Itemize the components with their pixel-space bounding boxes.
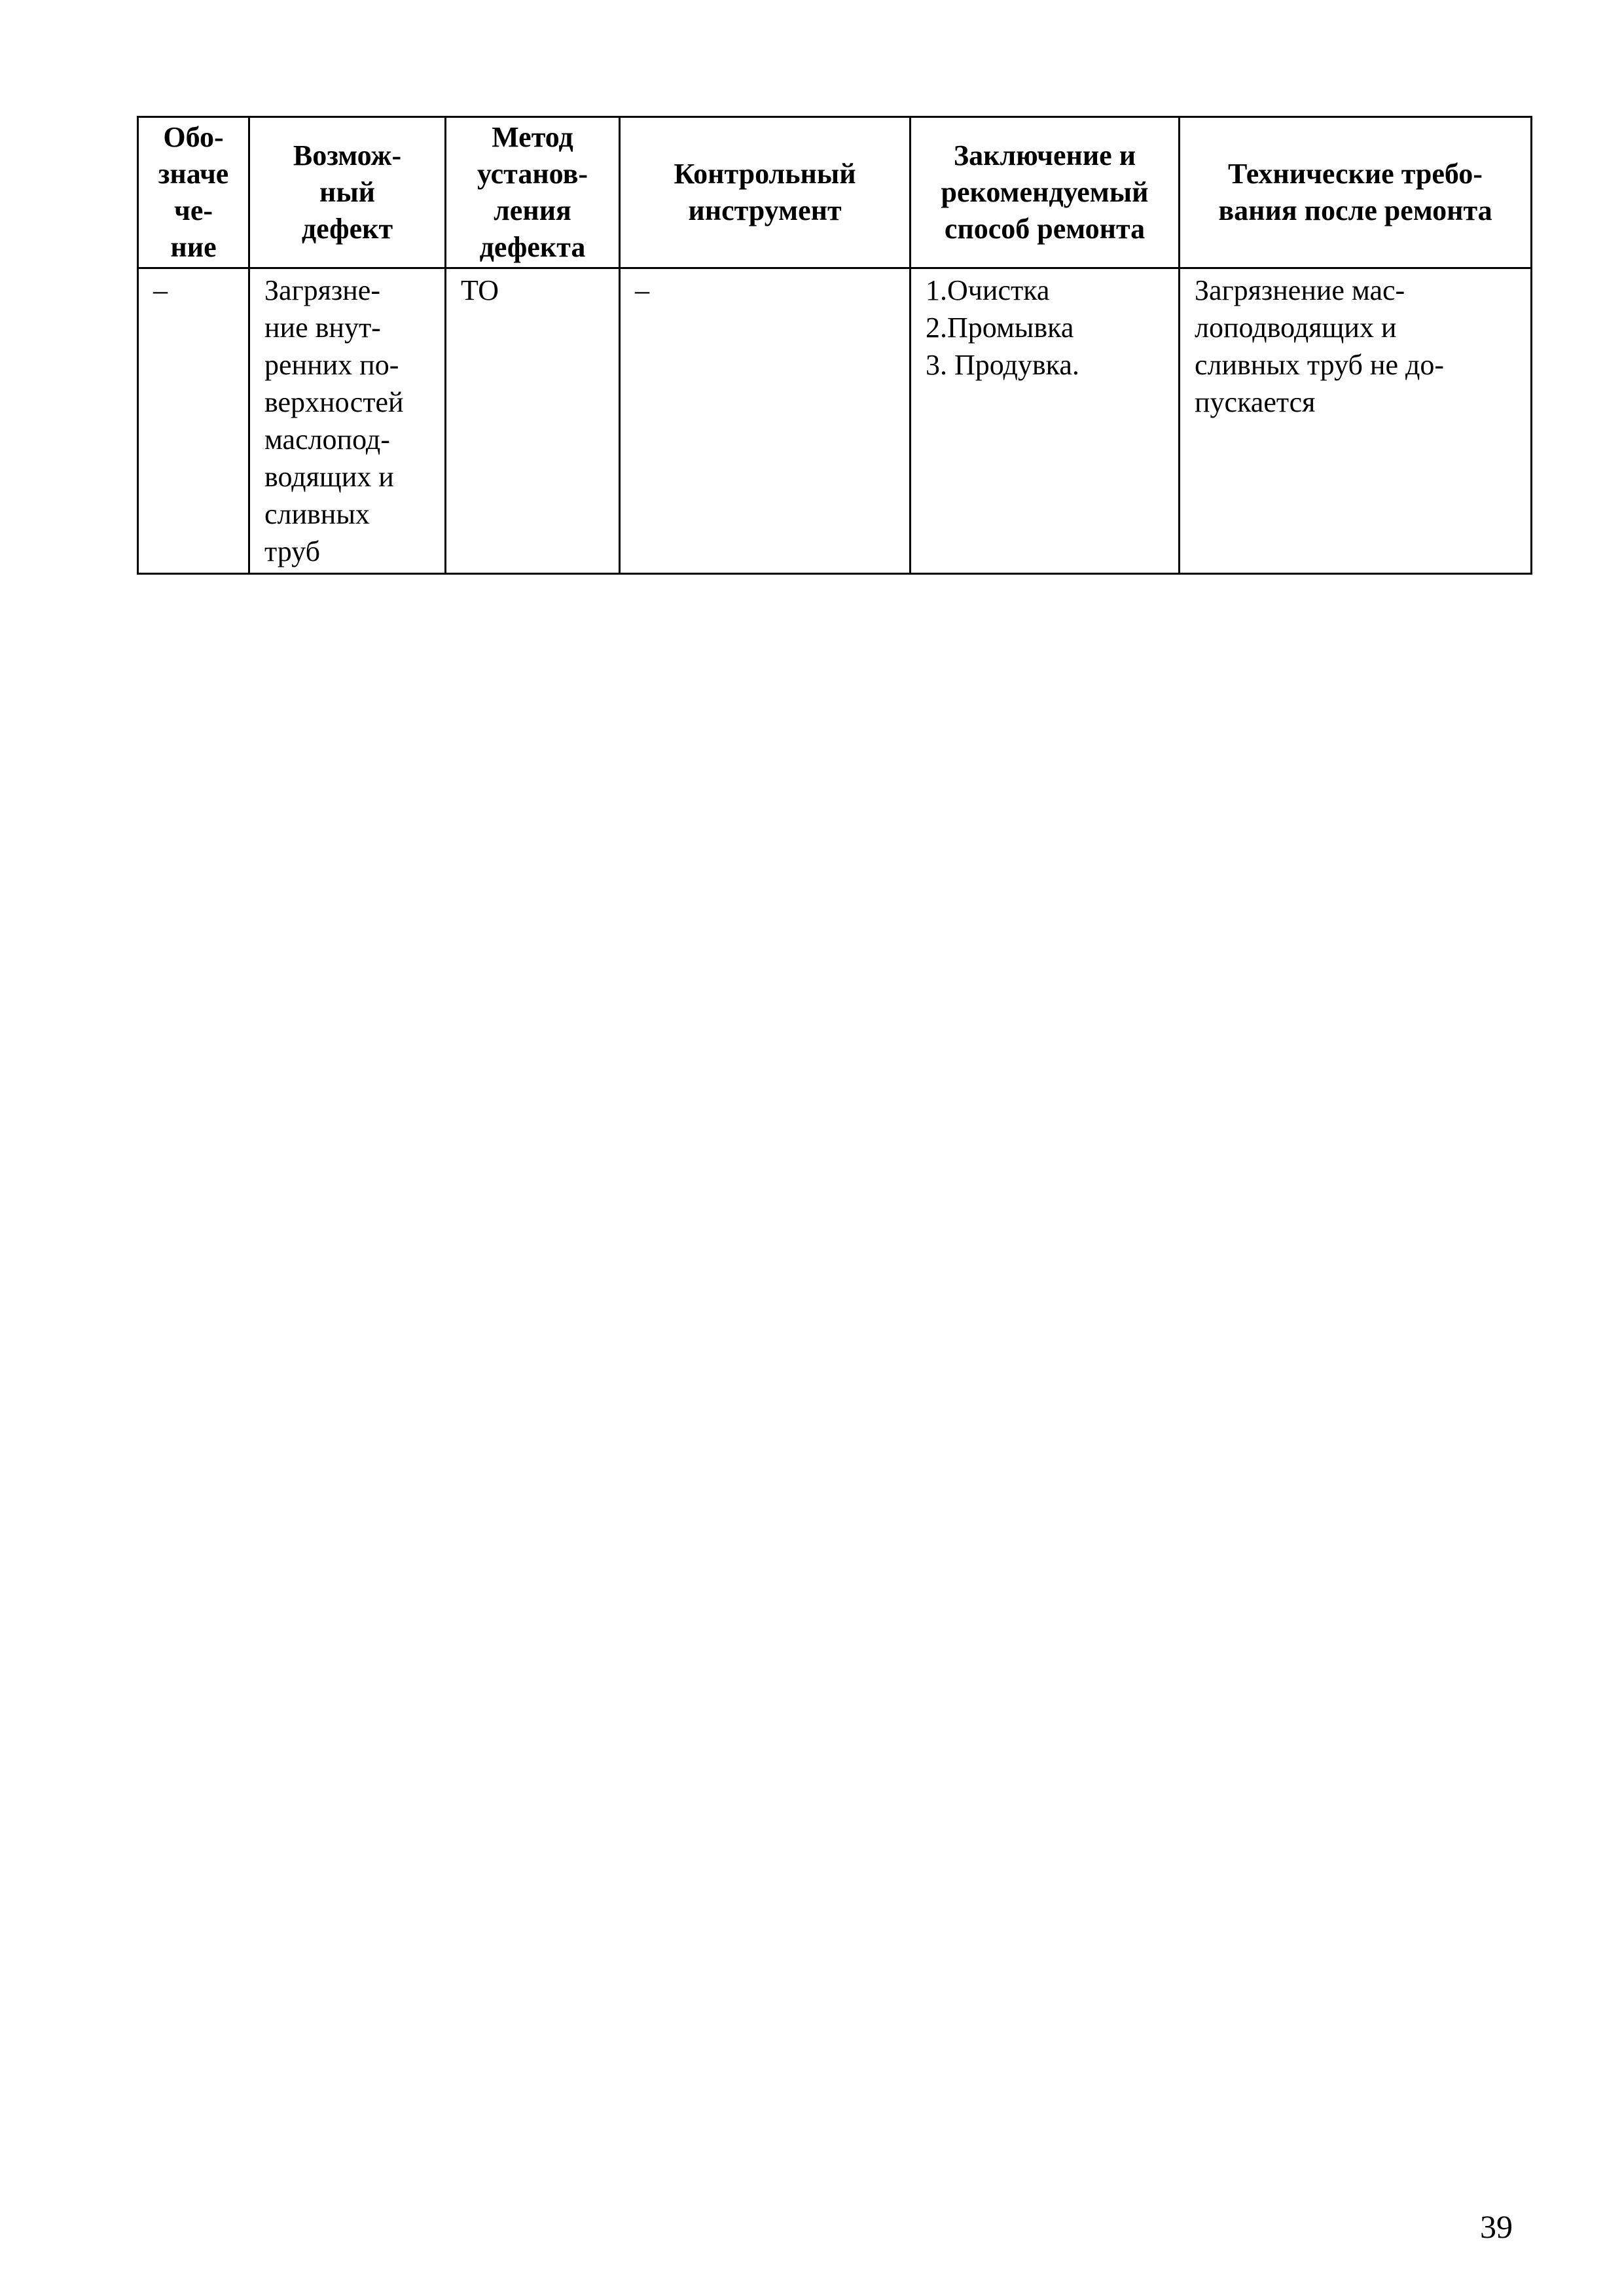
header-line: ный — [319, 176, 376, 208]
header-line: Контрольный — [674, 158, 856, 190]
cell-line: ренних по- — [264, 349, 399, 381]
defect-table — [137, 116, 1532, 575]
cell-line: 1.Очистка — [926, 274, 1050, 306]
table-header-row — [138, 117, 1532, 268]
header-line: дефект — [301, 213, 393, 245]
cell-control-tool — [620, 268, 911, 574]
cell-line: водящих и — [264, 461, 394, 493]
cell-conclusion-repair — [911, 268, 1180, 574]
cell-line: ние внут- — [264, 312, 381, 344]
header-line: че- — [174, 194, 213, 226]
cell-line: труб — [264, 535, 320, 567]
cell-line: Загрязне- — [264, 274, 380, 306]
cell-line: пускается — [1195, 386, 1316, 418]
header-detection-method — [446, 117, 620, 268]
header-line: значе — [158, 158, 229, 190]
header-line: рекомендуемый — [941, 176, 1149, 208]
table-row — [138, 268, 1532, 574]
cell-line: – — [635, 274, 649, 306]
cell-detection-method — [446, 268, 620, 574]
header-possible-defect — [249, 117, 446, 268]
cell-line: сливных труб не до- — [1195, 349, 1445, 381]
header-designation — [138, 117, 249, 268]
header-line: Технические требо- — [1228, 158, 1483, 190]
cell-line: 2.Промывка — [926, 312, 1074, 344]
header-line: дефекта — [479, 231, 586, 263]
header-line: установ- — [477, 158, 588, 190]
header-line: Возмож- — [293, 139, 402, 171]
cell-line: 3. Продувка. — [926, 349, 1079, 381]
cell-possible-defect — [249, 268, 446, 574]
cell-line: лоподводящих и — [1195, 312, 1397, 344]
header-line: вания после ремонта — [1218, 194, 1492, 226]
header-control-tool — [620, 117, 911, 268]
header-line: Заключение и — [953, 139, 1136, 171]
cell-line: сливных — [264, 498, 370, 530]
cell-line: маслопод- — [264, 423, 390, 456]
header-line: ние — [170, 231, 217, 263]
page-number: 39 — [1480, 2208, 1513, 2245]
header-line: ления — [494, 194, 571, 226]
cell-designation — [138, 268, 249, 574]
cell-line: Загрязнение мас- — [1195, 274, 1405, 306]
cell-line: верхностей — [264, 386, 404, 418]
header-line: инструмент — [688, 194, 842, 226]
header-conclusion-repair — [911, 117, 1180, 268]
cell-line: – — [153, 274, 168, 306]
header-line: Обо- — [163, 121, 224, 153]
cell-technical-requirements — [1180, 268, 1532, 574]
cell-line: ТО — [461, 274, 499, 306]
header-line: Метод — [492, 121, 573, 153]
header-line: способ ремонта — [944, 213, 1146, 245]
header-technical-requirements — [1180, 117, 1532, 268]
